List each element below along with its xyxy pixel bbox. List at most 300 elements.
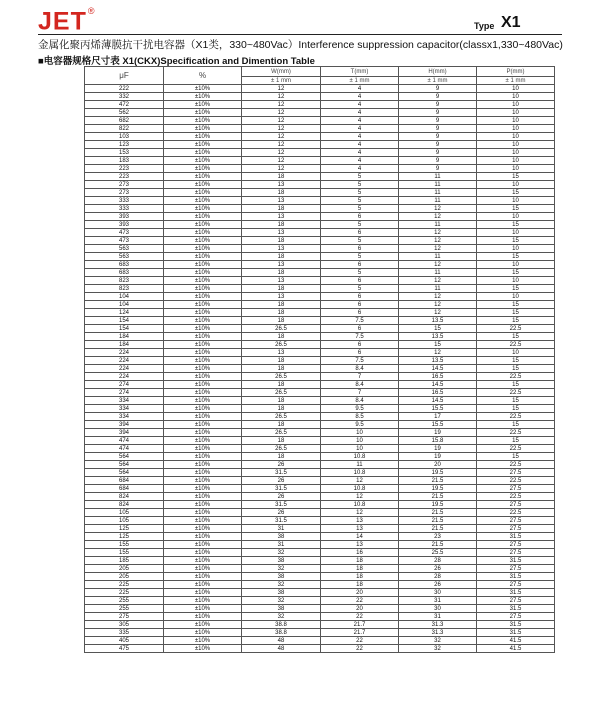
cell-width: 18 xyxy=(242,397,321,405)
cell-tolerance: ±10% xyxy=(164,165,242,173)
cell-thickness: 11 xyxy=(321,461,399,469)
cell-height: 12 xyxy=(399,277,477,285)
cell-tolerance: ±10% xyxy=(164,173,242,181)
cell-pitch: 31.5 xyxy=(477,573,555,581)
cell-thickness: 14 xyxy=(321,533,399,541)
cell-pitch: 10 xyxy=(477,229,555,237)
cell-height: 16.5 xyxy=(399,373,477,381)
cell-height: 11 xyxy=(399,173,477,181)
cell-width: 13 xyxy=(242,277,321,285)
cell-pitch: 10 xyxy=(477,149,555,157)
cell-width: 12 xyxy=(242,93,321,101)
cell-width: 13 xyxy=(242,261,321,269)
cell-capacitance: 104 xyxy=(85,293,164,301)
cell-thickness: 7.5 xyxy=(321,317,399,325)
table-row xyxy=(85,365,555,373)
cell-height: 19.5 xyxy=(399,469,477,477)
cell-width: 13 xyxy=(242,229,321,237)
cell-capacitance: 223 xyxy=(85,173,164,181)
cell-pitch: 27.5 xyxy=(477,501,555,509)
cell-capacitance: 275 xyxy=(85,613,164,621)
cell-tolerance: ±10% xyxy=(164,501,242,509)
cell-capacitance: 334 xyxy=(85,397,164,405)
cell-tolerance: ±10% xyxy=(164,413,242,421)
cell-capacitance: 334 xyxy=(85,405,164,413)
cell-tolerance: ±10% xyxy=(164,205,242,213)
cell-height: 15.5 xyxy=(399,405,477,413)
cell-tolerance: ±10% xyxy=(164,237,242,245)
cell-capacitance: 222 xyxy=(85,85,164,93)
table-row xyxy=(85,197,555,205)
cell-thickness: 7 xyxy=(321,389,399,397)
cell-tolerance: ±10% xyxy=(164,325,242,333)
cell-width: 32 xyxy=(242,549,321,557)
cell-capacitance: 224 xyxy=(85,357,164,365)
cell-thickness: 4 xyxy=(321,133,399,141)
cell-width: 26 xyxy=(242,493,321,501)
cell-thickness: 12 xyxy=(321,509,399,517)
cell-width: 18 xyxy=(242,301,321,309)
cell-height: 11 xyxy=(399,269,477,277)
cell-pitch: 10 xyxy=(477,117,555,125)
cell-height: 12 xyxy=(399,237,477,245)
cell-pitch: 27.5 xyxy=(477,469,555,477)
cell-thickness: 18 xyxy=(321,581,399,589)
cell-capacitance: 154 xyxy=(85,317,164,325)
cell-tolerance: ±10% xyxy=(164,309,242,317)
cell-width: 48 xyxy=(242,645,321,653)
cell-pitch: 27.5 xyxy=(477,597,555,605)
cell-tolerance: ±10% xyxy=(164,213,242,221)
table-row xyxy=(85,125,555,133)
cell-pitch: 15 xyxy=(477,405,555,413)
cell-tolerance: ±10% xyxy=(164,421,242,429)
cell-width: 26.5 xyxy=(242,413,321,421)
cell-thickness: 10 xyxy=(321,437,399,445)
cell-tolerance: ±10% xyxy=(164,437,242,445)
cell-width: 26.5 xyxy=(242,373,321,381)
cell-tolerance: ±10% xyxy=(164,333,242,341)
cell-pitch: 15 xyxy=(477,205,555,213)
cell-tolerance: ±10% xyxy=(164,245,242,253)
cell-width: 18 xyxy=(242,365,321,373)
cell-capacitance: 305 xyxy=(85,621,164,629)
cell-height: 9 xyxy=(399,165,477,173)
table-row xyxy=(85,381,555,389)
cell-thickness: 7.5 xyxy=(321,333,399,341)
cell-thickness: 18 xyxy=(321,573,399,581)
cell-tolerance: ±10% xyxy=(164,533,242,541)
cell-height: 13.5 xyxy=(399,357,477,365)
cell-pitch: 15 xyxy=(477,333,555,341)
cell-tolerance: ±10% xyxy=(164,381,242,389)
cell-tolerance: ±10% xyxy=(164,261,242,269)
cell-tolerance: ±10% xyxy=(164,93,242,101)
cell-thickness: 8.4 xyxy=(321,397,399,405)
cell-height: 12 xyxy=(399,261,477,269)
cell-tolerance: ±10% xyxy=(164,517,242,525)
table-row xyxy=(85,437,555,445)
tolerance-height: ± 1 mm xyxy=(399,77,477,85)
cell-width: 12 xyxy=(242,141,321,149)
cell-thickness: 22 xyxy=(321,637,399,645)
cell-thickness: 8.4 xyxy=(321,365,399,373)
cell-thickness: 6 xyxy=(321,325,399,333)
cell-tolerance: ±10% xyxy=(164,109,242,117)
cell-pitch: 15 xyxy=(477,365,555,373)
table-row xyxy=(85,189,555,197)
cell-height: 11 xyxy=(399,285,477,293)
table-row xyxy=(85,485,555,493)
table-row xyxy=(85,637,555,645)
type-value: X1 xyxy=(501,14,521,31)
cell-width: 26 xyxy=(242,461,321,469)
cell-pitch: 10 xyxy=(477,181,555,189)
cell-width: 18 xyxy=(242,357,321,365)
cell-tolerance: ±10% xyxy=(164,189,242,197)
cell-capacitance: 155 xyxy=(85,549,164,557)
cell-capacitance: 153 xyxy=(85,149,164,157)
spec-table-container xyxy=(84,66,554,653)
col-header-capacitance: μF xyxy=(85,67,164,85)
cell-height: 19 xyxy=(399,445,477,453)
table-row xyxy=(85,157,555,165)
cell-pitch: 22.5 xyxy=(477,325,555,333)
table-row xyxy=(85,501,555,509)
cell-pitch: 31.5 xyxy=(477,557,555,565)
table-row xyxy=(85,293,555,301)
cell-tolerance: ±10% xyxy=(164,597,242,605)
cell-capacitance: 474 xyxy=(85,437,164,445)
registered-mark: ® xyxy=(87,6,96,16)
cell-pitch: 10 xyxy=(477,93,555,101)
table-row xyxy=(85,349,555,357)
cell-capacitance: 224 xyxy=(85,349,164,357)
table-row xyxy=(85,141,555,149)
cell-tolerance: ±10% xyxy=(164,181,242,189)
cell-capacitance: 393 xyxy=(85,213,164,221)
cell-thickness: 4 xyxy=(321,157,399,165)
cell-width: 48 xyxy=(242,637,321,645)
table-row xyxy=(85,149,555,157)
cell-pitch: 22.5 xyxy=(477,429,555,437)
cell-capacitance: 683 xyxy=(85,269,164,277)
cell-thickness: 6 xyxy=(321,341,399,349)
cell-pitch: 10 xyxy=(477,125,555,133)
cell-capacitance: 823 xyxy=(85,285,164,293)
cell-width: 18 xyxy=(242,453,321,461)
cell-pitch: 27.5 xyxy=(477,565,555,573)
cell-pitch: 15 xyxy=(477,397,555,405)
cell-thickness: 13 xyxy=(321,517,399,525)
cell-height: 13.5 xyxy=(399,317,477,325)
cell-capacitance: 474 xyxy=(85,445,164,453)
cell-width: 12 xyxy=(242,149,321,157)
cell-width: 18 xyxy=(242,333,321,341)
cell-thickness: 9.5 xyxy=(321,421,399,429)
cell-thickness: 18 xyxy=(321,565,399,573)
cell-height: 26 xyxy=(399,565,477,573)
table-row xyxy=(85,429,555,437)
cell-thickness: 18 xyxy=(321,557,399,565)
table-row xyxy=(85,205,555,213)
table-row xyxy=(85,117,555,125)
cell-width: 12 xyxy=(242,157,321,165)
cell-thickness: 5 xyxy=(321,173,399,181)
cell-thickness: 4 xyxy=(321,149,399,157)
table-row xyxy=(85,285,555,293)
cell-height: 23 xyxy=(399,533,477,541)
cell-width: 38.8 xyxy=(242,621,321,629)
cell-pitch: 22.5 xyxy=(477,477,555,485)
table-row xyxy=(85,173,555,181)
cell-pitch: 15 xyxy=(477,269,555,277)
cell-width: 38 xyxy=(242,557,321,565)
cell-tolerance: ±10% xyxy=(164,197,242,205)
cell-height: 9 xyxy=(399,133,477,141)
cell-tolerance: ±10% xyxy=(164,373,242,381)
cell-height: 21.5 xyxy=(399,509,477,517)
cell-thickness: 4 xyxy=(321,101,399,109)
cell-thickness: 9.5 xyxy=(321,405,399,413)
table-row xyxy=(85,389,555,397)
table-row xyxy=(85,589,555,597)
cell-capacitance: 563 xyxy=(85,253,164,261)
cell-height: 9 xyxy=(399,125,477,133)
cell-thickness: 5 xyxy=(321,189,399,197)
table-row xyxy=(85,397,555,405)
cell-capacitance: 223 xyxy=(85,165,164,173)
cell-pitch: 27.5 xyxy=(477,541,555,549)
cell-pitch: 31.5 xyxy=(477,629,555,637)
table-row xyxy=(85,445,555,453)
cell-capacitance: 473 xyxy=(85,237,164,245)
cell-capacitance: 564 xyxy=(85,469,164,477)
cell-height: 12 xyxy=(399,309,477,317)
cell-tolerance: ±10% xyxy=(164,157,242,165)
table-row xyxy=(85,181,555,189)
cell-capacitance: 205 xyxy=(85,565,164,573)
cell-tolerance: ±10% xyxy=(164,317,242,325)
tolerance-pitch: ± 1 mm xyxy=(477,77,555,85)
cell-pitch: 10 xyxy=(477,349,555,357)
cell-capacitance: 824 xyxy=(85,501,164,509)
cell-thickness: 22 xyxy=(321,613,399,621)
cell-tolerance: ±10% xyxy=(164,149,242,157)
cell-thickness: 10.8 xyxy=(321,501,399,509)
cell-thickness: 5 xyxy=(321,269,399,277)
cell-thickness: 4 xyxy=(321,125,399,133)
table-row xyxy=(85,325,555,333)
cell-capacitance: 184 xyxy=(85,341,164,349)
col-header-height: H(mm) xyxy=(399,67,477,77)
cell-width: 18 xyxy=(242,189,321,197)
cell-height: 19 xyxy=(399,429,477,437)
cell-width: 12 xyxy=(242,125,321,133)
cell-tolerance: ±10% xyxy=(164,549,242,557)
cell-thickness: 4 xyxy=(321,141,399,149)
cell-height: 28 xyxy=(399,573,477,581)
cell-capacitance: 123 xyxy=(85,141,164,149)
cell-pitch: 15 xyxy=(477,237,555,245)
cell-thickness: 10 xyxy=(321,429,399,437)
cell-width: 13 xyxy=(242,293,321,301)
cell-capacitance: 185 xyxy=(85,557,164,565)
cell-width: 12 xyxy=(242,117,321,125)
table-row xyxy=(85,101,555,109)
type-label: Type xyxy=(474,21,495,31)
table-row xyxy=(85,309,555,317)
cell-capacitance: 125 xyxy=(85,533,164,541)
cell-thickness: 6 xyxy=(321,213,399,221)
col-header-thickness: T(mm) xyxy=(321,67,399,77)
cell-capacitance: 124 xyxy=(85,309,164,317)
cell-height: 19 xyxy=(399,453,477,461)
cell-tolerance: ±10% xyxy=(164,85,242,93)
cell-width: 13 xyxy=(242,181,321,189)
cell-pitch: 10 xyxy=(477,261,555,269)
table-row xyxy=(85,253,555,261)
cell-height: 31.3 xyxy=(399,621,477,629)
cell-capacitance: 683 xyxy=(85,261,164,269)
cell-height: 14.5 xyxy=(399,397,477,405)
cell-pitch: 31.5 xyxy=(477,589,555,597)
cell-height: 19.5 xyxy=(399,501,477,509)
cell-tolerance: ±10% xyxy=(164,477,242,485)
cell-height: 15.5 xyxy=(399,421,477,429)
cell-tolerance: ±10% xyxy=(164,285,242,293)
cell-thickness: 16 xyxy=(321,549,399,557)
cell-width: 26 xyxy=(242,509,321,517)
cell-height: 21.5 xyxy=(399,541,477,549)
cell-width: 12 xyxy=(242,109,321,117)
cell-tolerance: ±10% xyxy=(164,445,242,453)
cell-thickness: 4 xyxy=(321,93,399,101)
cell-width: 31.5 xyxy=(242,485,321,493)
cell-width: 31 xyxy=(242,541,321,549)
cell-thickness: 10.8 xyxy=(321,485,399,493)
spec-table xyxy=(84,66,555,653)
cell-capacitance: 105 xyxy=(85,517,164,525)
cell-tolerance: ±10% xyxy=(164,101,242,109)
cell-height: 30 xyxy=(399,605,477,613)
cell-width: 26 xyxy=(242,477,321,485)
cell-width: 18 xyxy=(242,309,321,317)
cell-thickness: 7.5 xyxy=(321,357,399,365)
cell-pitch: 15 xyxy=(477,173,555,181)
table-row xyxy=(85,509,555,517)
cell-height: 9 xyxy=(399,85,477,93)
table-row xyxy=(85,373,555,381)
cell-pitch: 15 xyxy=(477,421,555,429)
table-row xyxy=(85,557,555,565)
cell-capacitance: 394 xyxy=(85,421,164,429)
cell-pitch: 10 xyxy=(477,157,555,165)
spec-table-body xyxy=(85,85,555,653)
cell-pitch: 22.5 xyxy=(477,413,555,421)
cell-capacitance: 184 xyxy=(85,333,164,341)
table-row xyxy=(85,333,555,341)
cell-tolerance: ±10% xyxy=(164,253,242,261)
cell-tolerance: ±10% xyxy=(164,525,242,533)
cell-height: 32 xyxy=(399,645,477,653)
cell-capacitance: 393 xyxy=(85,221,164,229)
cell-pitch: 15 xyxy=(477,453,555,461)
cell-capacitance: 562 xyxy=(85,109,164,117)
cell-thickness: 6 xyxy=(321,349,399,357)
table-row xyxy=(85,341,555,349)
cell-pitch: 15 xyxy=(477,253,555,261)
cell-pitch: 22.5 xyxy=(477,341,555,349)
cell-capacitance: 822 xyxy=(85,125,164,133)
cell-width: 38 xyxy=(242,573,321,581)
cell-height: 12 xyxy=(399,229,477,237)
cell-pitch: 27.5 xyxy=(477,549,555,557)
cell-tolerance: ±10% xyxy=(164,629,242,637)
table-row xyxy=(85,565,555,573)
cell-pitch: 15 xyxy=(477,437,555,445)
cell-capacitance: 125 xyxy=(85,525,164,533)
table-row xyxy=(85,261,555,269)
cell-capacitance: 334 xyxy=(85,413,164,421)
table-row xyxy=(85,605,555,613)
cell-capacitance: 255 xyxy=(85,597,164,605)
table-subtitle: ■电容器规格尺寸表 X1(CKX)Specification and Dimention Table xyxy=(38,56,315,67)
cell-pitch: 31.5 xyxy=(477,621,555,629)
tolerance-thickness: ± 1 mm xyxy=(321,77,399,85)
cell-pitch: 22.5 xyxy=(477,445,555,453)
cell-pitch: 22.5 xyxy=(477,493,555,501)
table-row xyxy=(85,581,555,589)
cell-tolerance: ±10% xyxy=(164,581,242,589)
cell-thickness: 21.7 xyxy=(321,621,399,629)
cell-height: 9 xyxy=(399,93,477,101)
document-title: 金属化聚丙烯薄膜抗干扰电容器（X1类，330~480Vac）Interference suppression capacitor(classx1,330~480Vac) xyxy=(38,39,563,51)
cell-capacitance: 405 xyxy=(85,637,164,645)
table-row xyxy=(85,93,555,101)
cell-height: 11 xyxy=(399,181,477,189)
table-row xyxy=(85,477,555,485)
cell-pitch: 10 xyxy=(477,141,555,149)
cell-pitch: 10 xyxy=(477,85,555,93)
cell-tolerance: ±10% xyxy=(164,453,242,461)
cell-thickness: 4 xyxy=(321,165,399,173)
cell-height: 12 xyxy=(399,301,477,309)
cell-tolerance: ±10% xyxy=(164,133,242,141)
cell-width: 26.5 xyxy=(242,445,321,453)
cell-width: 18 xyxy=(242,221,321,229)
cell-width: 18 xyxy=(242,285,321,293)
cell-height: 21.5 xyxy=(399,477,477,485)
cell-pitch: 10 xyxy=(477,245,555,253)
cell-tolerance: ±10% xyxy=(164,117,242,125)
table-row xyxy=(85,85,555,93)
table-row xyxy=(85,549,555,557)
cell-pitch: 27.5 xyxy=(477,613,555,621)
cell-capacitance: 225 xyxy=(85,589,164,597)
table-row xyxy=(85,613,555,621)
cell-width: 18 xyxy=(242,421,321,429)
cell-thickness: 12 xyxy=(321,493,399,501)
cell-height: 32 xyxy=(399,637,477,645)
cell-width: 13 xyxy=(242,349,321,357)
cell-pitch: 15 xyxy=(477,221,555,229)
cell-capacitance: 155 xyxy=(85,541,164,549)
table-row xyxy=(85,277,555,285)
cell-height: 26 xyxy=(399,581,477,589)
cell-pitch: 10 xyxy=(477,101,555,109)
cell-tolerance: ±10% xyxy=(164,469,242,477)
